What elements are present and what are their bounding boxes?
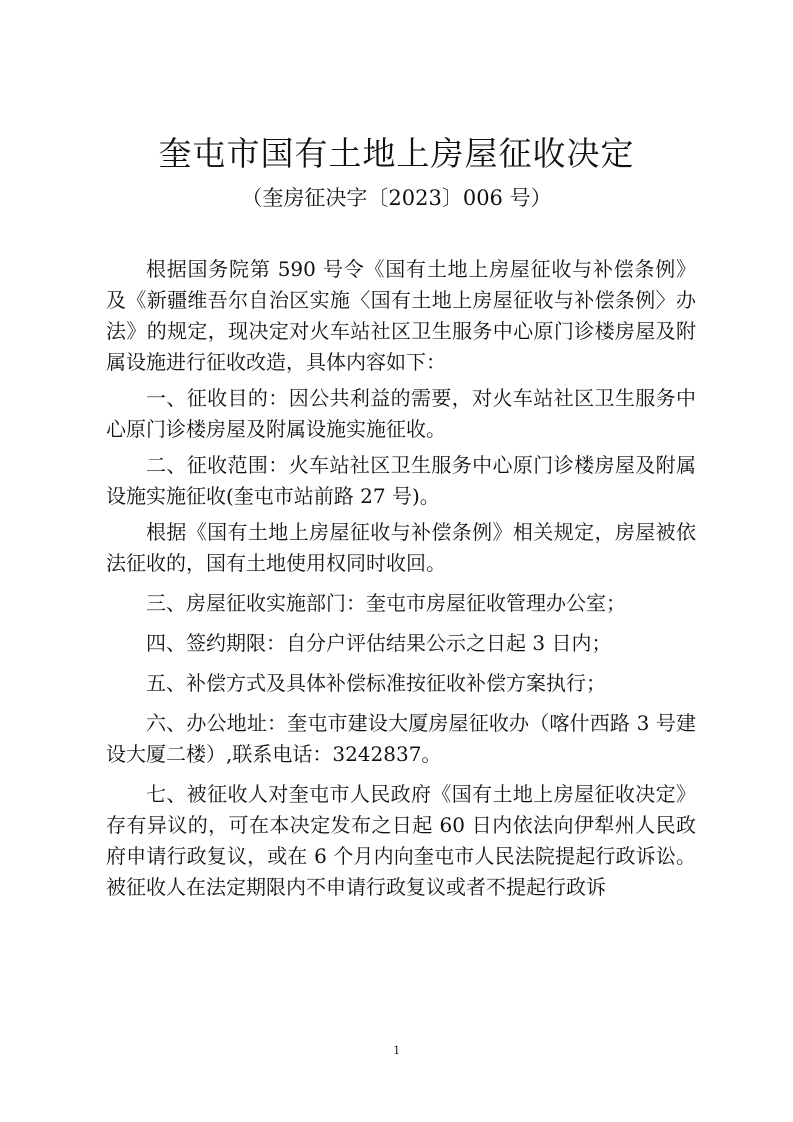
document-title: 奎屯市国有土地上房屋征收决定 (158, 134, 635, 173)
document-number: （奎房征决字〔2023〕006 号） (241, 186, 552, 210)
paragraph-appeal: 七、被征收人对奎屯市人民政府《国有土地上房屋征收决定》存有异议的，可在本决定发布之日起 60 日内依法向伊犁州人民政府申请行政复议，或在 6 个月内向奎屯市人民法院提起行政诉讼。被征收人在法定期限内不申请行政复议或者不提起行政诉 (106, 782, 696, 899)
document-body (106, 254, 696, 912)
paragraph-deadline: 四、签约期限：自分户评估结果公示之日起 3 日内； (146, 631, 612, 655)
paragraph-purpose: 一、征收目的：因公共利益的需要，对火车站社区卫生服务中心原门诊楼房屋及附属设施实施征收。 (106, 386, 696, 441)
paragraph-scope: 二、征收范围：火车站社区卫生服务中心原门诊楼房屋及附属设施实施征收(奎屯市站前路 27 号)。 (106, 453, 696, 508)
page-number: 1 (393, 1042, 400, 1057)
paragraph-department: 三、房屋征收实施部门：奎屯市房屋征收管理办公室； (146, 591, 626, 615)
paragraph-compensation: 五、补偿方式及具体补偿标准按征收补偿方案执行； (146, 671, 606, 695)
paragraph-land-rights: 根据《国有土地上房屋征收与补偿条例》相关规定，房屋被依法征收的，国有土地使用权同时收回。 (106, 520, 696, 575)
paragraph-office-address: 六、办公地址：奎屯市建设大厦房屋征收办（喀什西路 3 号建设大厦二楼）,联系电话：3242837。 (106, 711, 696, 766)
paragraph-preamble: 根据国务院第 590 号令《国有土地上房屋征收与补偿条例》及《新疆维吾尔自治区实施〈国有土地上房屋征收与补偿条例〉办法》的规定，现决定对火车站社区卫生服务中心原门诊楼房屋及附属设施进行征收改造，具体内容如下： (106, 257, 696, 374)
